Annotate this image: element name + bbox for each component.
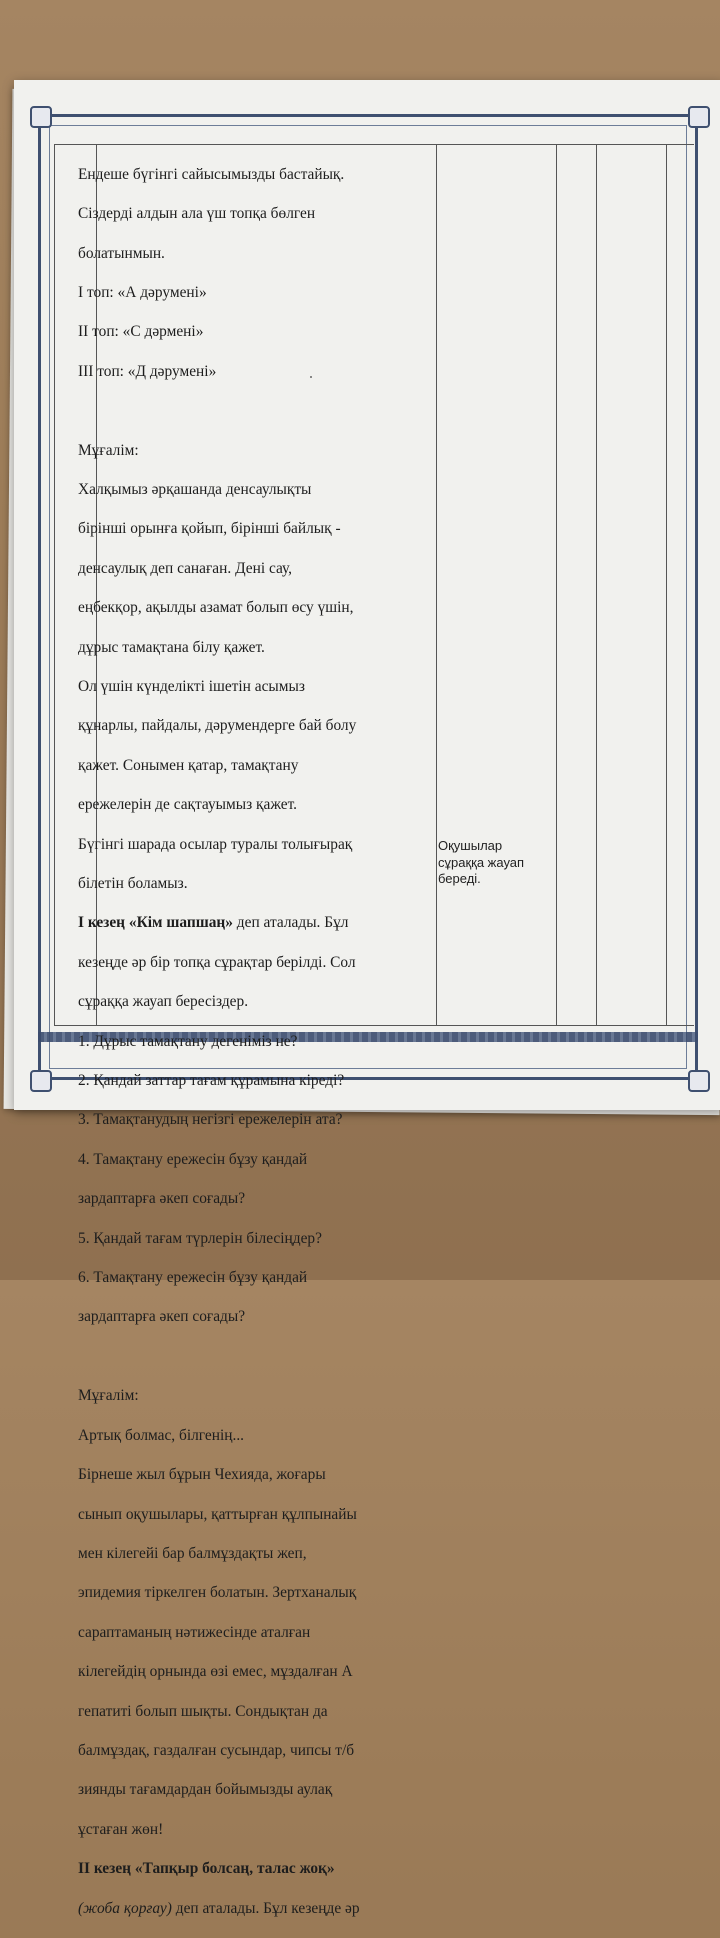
text-line: мен кілегейі бар балмұздақты жеп, [78, 1544, 307, 1562]
speaker-label: Мұғалім: [78, 441, 139, 459]
text-line: еңбекқор, ақылды азамат болып өсу үшін, [78, 599, 354, 617]
text-line: сараптаманың нәтижесінде аталған [78, 1623, 311, 1641]
question-item: 5. Қандай тағам түрлерін білесіңдер? [78, 1229, 322, 1247]
stage-2-subtitle-line [78, 1899, 398, 1919]
note-line: береді. [438, 871, 481, 886]
text-line: кезеңде әр бір топқа сұрақтар берілді. Сол [78, 953, 356, 971]
text-line: білетін боламыз. [78, 875, 188, 893]
lesson-content-text [78, 145, 398, 1938]
text-line: болатынмын. [78, 244, 165, 262]
text-line: І топ: «А дәрумені» [78, 283, 207, 301]
text-line: Бірнеше жыл бұрын Чехияда, жоғары [78, 1466, 326, 1484]
stage-2-title: ІІ кезең «Тапқыр болсаң, талас жоқ» [78, 1860, 335, 1878]
table-column-divider [556, 144, 557, 1026]
text-line: ІІ топ: «С дәрмені» [78, 323, 204, 341]
document-page [14, 80, 720, 1917]
question-item: 6. Тамақтану ережесін бұзу қандай [78, 1269, 308, 1287]
stage-2-heading-line [78, 1859, 398, 1879]
text-line: гепатиті болып шықты. Сондықтан да [78, 1702, 328, 1720]
text-line: Ол үшін күнделікті ішетін асымыз [78, 677, 305, 695]
question-item: 2. Қандай заттар тағам құрамына кіреді? [78, 1072, 345, 1090]
frame-corner-ornament [688, 1070, 710, 1092]
text-line: қажет. Сонымен қатар, тамақтану [78, 756, 299, 774]
text-line: құнарлы, пайдалы, дәрумендерге бай болу [78, 717, 357, 735]
question-item: зардаптарға әкеп соғады? [78, 1190, 246, 1208]
text-line: денсаулық деп санаған. Дені сау, [78, 559, 293, 577]
table-border-left [54, 144, 55, 1026]
student-activity-note [438, 838, 556, 888]
text-line: сынып оқушылары, қаттырған құлпынайы [78, 1505, 357, 1523]
frame-corner-ornament [30, 106, 52, 128]
table-column-divider [596, 144, 597, 1026]
text-line: кілегейдің орнында өзі емес, мұздалған А [78, 1663, 353, 1681]
speaker-label: Мұғалім: [78, 1387, 139, 1405]
text-line [78, 1347, 398, 1367]
text-line: дұрыс тамақтана білу қажет. [78, 638, 265, 656]
stage-2-rest: деп аталады. Бұл кезеңде әр [171, 1899, 360, 1917]
table-border-right [666, 144, 667, 1026]
stage-1-rest: деп аталады. Бұл [232, 914, 349, 932]
text-line: Бүгінгі шарада осылар туралы толығырақ [78, 835, 353, 853]
text-line [78, 401, 398, 421]
question-item: 3. Тамақтанудың негізгі ережелерін ата? [78, 1111, 343, 1129]
text-line: ІІІ топ: «Д дәрумені» [78, 362, 217, 380]
text-line: Халқымыз әрқашанда денсаулықты [78, 480, 312, 498]
table-column-divider [436, 144, 437, 1026]
text-line: сұраққа жауап бересіздер. [78, 993, 249, 1011]
stage-1-title: І кезең «Кім шапшаң» [78, 914, 233, 932]
text-line: Артық болмас, білгенің... [78, 1426, 245, 1444]
frame-corner-ornament [688, 106, 710, 128]
text-line: балмұздақ, газдалған сусындар, чипсы т/б [78, 1741, 355, 1759]
text-line: эпидемия тіркелген болатын. Зертханалық [78, 1584, 357, 1602]
question-item: 4. Тамақтану ережесін бұзу қандай [78, 1150, 308, 1168]
text-line: Сіздерді алдын ала үш топқа бөлген [78, 205, 316, 223]
text-line: бірінші орынға қойып, бірінші байлық - [78, 520, 341, 538]
stage-1-heading-line [78, 913, 398, 933]
stage-2-note: (жоба қорғау) [78, 1899, 172, 1917]
note-line: сұраққа жауап [438, 854, 525, 870]
question-item: зардаптарға әкеп соғады? [78, 1308, 246, 1326]
note-line: Оқушылар [438, 838, 503, 853]
frame-corner-ornament [30, 1070, 52, 1092]
question-item: 1. Дұрыс тамақтану дегеніміз не? [78, 1032, 298, 1050]
text-line: ережелерін де сақтауымыз қажет. [78, 796, 298, 814]
text-line: ұстаған жөн! [78, 1820, 164, 1838]
text-line: Ендеше бүгінгі сайысымызды бастайық. [78, 165, 345, 183]
text-line: зиянды тағамдардан бойымызды аулақ [78, 1781, 333, 1799]
